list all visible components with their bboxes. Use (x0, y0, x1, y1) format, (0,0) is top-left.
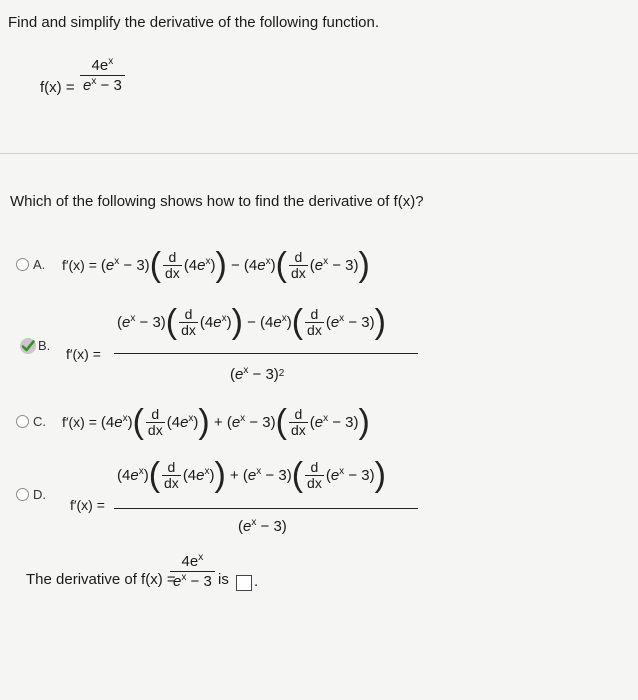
function-fraction (80, 57, 125, 94)
option-b-checkmark-icon[interactable] (20, 338, 36, 354)
option-c-expression[interactable]: f′(x) = $(4e^x)$ ( $\frac{d}{dx}$ $(4e^x)$ ) + $(e^x - 3)$ ( $\frac{d}{dx}$ $(e^x - 3)$ ) (62, 403, 370, 441)
derivative-is-label: is (218, 571, 229, 588)
option-a-letter[interactable]: A. (33, 257, 46, 272)
option-d-letter[interactable]: D. (33, 487, 46, 502)
option-c-letter[interactable]: C. (33, 414, 46, 429)
option-d-radio[interactable] (16, 488, 29, 501)
function-denominator: $e^x - 3$ (80, 75, 125, 94)
option-d-numerator[interactable]: $(4e^x)$ ( $\frac{d}{dx}$ $(4e^x)$ ) + $(e^x - 3)$ ( $\frac{d}{dx}$ $(e^x - 3)$ ) (117, 456, 386, 494)
option-a-expression[interactable]: f′(x) = $(e^x - 3)$ ( $\frac{d}{dx}$ $(4e^x)$ ) − $(4e^x)$ ( $\frac{d}{dx}$ $(e^x - 3)$ ) (62, 246, 370, 284)
option-d-denominator[interactable]: $(e^x - 3)$ (238, 516, 287, 535)
answer-input-box[interactable] (236, 575, 252, 591)
prompt-text: Find and simplify the derivative of the following function. (8, 14, 380, 31)
option-c-radio[interactable] (16, 415, 29, 428)
option-d-lhs: f′(x) = (70, 497, 105, 513)
option-b-lhs: f′(x) = (66, 346, 101, 362)
derivative-prefix: The derivative of f(x) = (26, 571, 176, 588)
option-b-fraction-bar (114, 353, 418, 354)
section-divider (0, 153, 638, 154)
option-b-letter[interactable]: B. (38, 338, 51, 353)
option-a-radio[interactable] (16, 258, 29, 271)
question-text: Which of the following shows how to find the derivative of f(x)? (10, 193, 424, 210)
option-b-denominator[interactable]: $(e^x - 3)$ 2 (230, 364, 285, 383)
option-b-numerator[interactable]: $(e^x - 3)$ ( $\frac{d}{dx}$ $(4e^x)$ ) − $(4e^x)$ ( $\frac{d}{dx}$ $(e^x - 3)$ ) (117, 303, 386, 341)
option-d-fraction-bar (114, 508, 418, 509)
answer-period: . (254, 573, 259, 590)
function-lhs: f(x) = (40, 79, 75, 96)
function-numerator: $4e^x$ (91, 56, 114, 74)
derivative-fraction: $\frac{4e^x}{e^x - 3}$ (170, 553, 215, 590)
